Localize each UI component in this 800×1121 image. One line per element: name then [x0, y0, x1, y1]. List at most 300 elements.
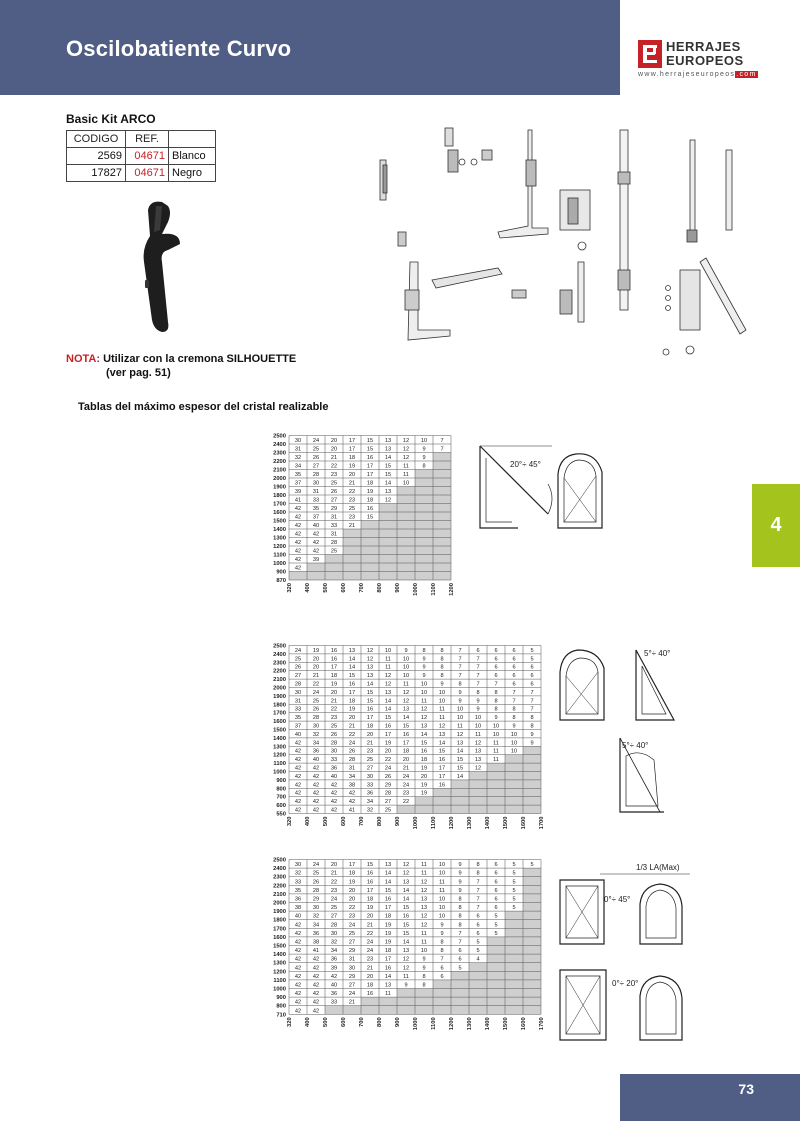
cell-value: 15 — [384, 887, 392, 894]
cell-value: 8 — [440, 656, 444, 663]
cell-value: 31 — [330, 531, 338, 538]
cell-value: 10 — [384, 647, 392, 654]
cell-value: 33 — [366, 782, 374, 789]
cell-value: 9 — [458, 879, 462, 886]
cell-value: 5 — [512, 862, 516, 869]
cell-value: 9 — [422, 965, 426, 972]
cell-value: 20 — [348, 887, 356, 894]
y-tick-label: 900 — [276, 995, 286, 1002]
cell-value: 5 — [494, 913, 498, 920]
cell-value: 6 — [494, 647, 498, 654]
cell-value: 13 — [366, 673, 374, 680]
y-tick-label: 2000 — [273, 685, 286, 692]
cell-value: 10 — [438, 905, 446, 912]
cell-value: 6 — [458, 948, 462, 955]
x-tick-label: 1200 — [449, 816, 455, 830]
y-tick-label: 1200 — [273, 752, 286, 759]
y-tick-label: 2400 — [273, 866, 286, 873]
cell-value: 12 — [474, 765, 482, 772]
cell-value: 24 — [294, 647, 302, 654]
cell-value: 10 — [492, 723, 500, 730]
cell-value: 14 — [348, 664, 356, 671]
cell-value: 24 — [312, 438, 320, 444]
cell-value: 11 — [403, 681, 409, 688]
cell-value: 6 — [494, 896, 498, 903]
cell-value: 15 — [402, 905, 410, 912]
cell-value: 8 — [530, 723, 534, 730]
cell-value: 13 — [384, 689, 392, 696]
cell-value: 25 — [312, 870, 320, 877]
y-tick-label: 2500 — [273, 643, 286, 650]
cell-value: 17 — [348, 438, 356, 444]
cell-value: 25 — [330, 480, 338, 487]
cell-value: 8 — [458, 905, 462, 912]
cell-value: 42 — [294, 540, 302, 546]
y-tick-label: 1700 — [273, 926, 286, 933]
cell-value: 12 — [456, 731, 464, 738]
cell-value: 17 — [384, 731, 392, 738]
cell-value: 28 — [384, 790, 392, 797]
cell-value: 20 — [330, 689, 338, 696]
cell-value: 6 — [494, 673, 498, 680]
cell-value: 13 — [474, 748, 482, 755]
cell-value: 12 — [384, 681, 392, 688]
cell-value: 28 — [312, 887, 320, 894]
cell-value: 42 — [294, 965, 302, 972]
kit-codigo: 17827 — [67, 165, 126, 182]
cell-value: 10 — [420, 438, 428, 444]
kit-header-codigo: CODIGO — [67, 131, 126, 148]
cell-value: 22 — [366, 930, 374, 937]
y-tick-label: 1600 — [273, 934, 286, 941]
cell-value: 30 — [330, 748, 338, 755]
window-handle-icon — [144, 202, 180, 332]
cell-value: 12 — [366, 656, 374, 663]
cell-value: 12 — [402, 455, 410, 461]
note-line1: Utilizar con la cremona SILHOUETTE — [103, 353, 297, 365]
y-tick-label: 2200 — [273, 883, 286, 890]
y-tick-label: 600 — [276, 803, 286, 810]
x-tick-label: 1600 — [521, 1017, 527, 1031]
cell-value: 42 — [294, 973, 302, 980]
cell-value: 15 — [384, 472, 392, 478]
angle-label-2a: 5°÷ 40° — [644, 649, 671, 658]
cell-value: 30 — [294, 438, 302, 444]
cell-value: 20 — [330, 862, 338, 869]
cell-value: 11 — [493, 740, 499, 747]
cell-value: 24 — [384, 765, 392, 772]
cell-value: 14 — [420, 731, 428, 738]
cell-value: 23 — [402, 790, 410, 797]
cell-value: 26 — [330, 731, 338, 738]
cell-value: 14 — [402, 715, 410, 722]
cell-value: 8 — [458, 922, 462, 929]
x-tick-label: 1600 — [521, 816, 527, 830]
cell-value: 12 — [438, 723, 446, 730]
cell-value: 10 — [438, 870, 446, 877]
cell-value: 18 — [348, 870, 356, 877]
cell-value: 10 — [402, 664, 410, 671]
cell-value: 11 — [421, 698, 427, 705]
cell-value: 30 — [366, 773, 374, 780]
cell-value: 42 — [294, 773, 302, 780]
x-tick-label: 400 — [305, 1017, 311, 1027]
cell-value: 26 — [294, 664, 302, 671]
cell-value: 42 — [294, 506, 302, 512]
cell-value: 28 — [294, 681, 302, 688]
cell-value: 10 — [474, 723, 482, 730]
cell-value: 25 — [348, 930, 356, 937]
cell-value: 19 — [384, 922, 392, 929]
cell-value: 7 — [476, 887, 480, 894]
cell-value: 23 — [348, 913, 356, 920]
cell-value: 7 — [458, 930, 462, 937]
y-tick-label: 700 — [276, 794, 286, 801]
cell-value: 7 — [476, 905, 480, 912]
y-tick-label: 1200 — [273, 544, 286, 550]
cell-value: 7 — [458, 656, 462, 663]
cell-value: 17 — [438, 765, 446, 772]
cell-value: 13 — [384, 862, 392, 869]
cell-value: 11 — [475, 731, 481, 738]
cell-value: 12 — [420, 879, 428, 886]
cell-value: 9 — [458, 870, 462, 877]
cell-value: 29 — [348, 948, 356, 955]
cell-value: 40 — [294, 731, 302, 738]
cell-value: 10 — [492, 731, 500, 738]
cell-value: 13 — [474, 757, 482, 764]
cell-value: 10 — [456, 715, 464, 722]
cell-value: 40 — [312, 757, 320, 764]
y-tick-label: 800 — [276, 786, 286, 793]
cell-value: 13 — [402, 706, 410, 713]
x-tick-label: 1000 — [413, 583, 419, 596]
cell-value: 24 — [366, 939, 374, 946]
x-tick-label: 1100 — [431, 816, 437, 830]
cell-value: 38 — [294, 905, 302, 912]
y-tick-label: 1800 — [273, 702, 286, 709]
cell-value: 17 — [438, 773, 446, 780]
cell-value: 25 — [330, 723, 338, 730]
cell-value: 37 — [294, 480, 302, 487]
cell-value: 8 — [512, 706, 516, 713]
kit-color: Negro — [169, 165, 216, 182]
y-tick-label: 710 — [276, 1012, 286, 1019]
y-tick-label: 550 — [276, 811, 286, 818]
cell-value: 6 — [458, 956, 462, 963]
cell-value: 7 — [458, 673, 462, 680]
cell-value: 9 — [458, 689, 462, 696]
note-label: NOTA: — [66, 353, 101, 365]
y-tick-label: 1300 — [273, 960, 286, 967]
cell-value: 34 — [312, 922, 320, 929]
cell-value: 17 — [402, 740, 410, 747]
cell-value: 5 — [476, 939, 480, 946]
cell-value: 16 — [402, 731, 410, 738]
x-tick-label: 800 — [377, 583, 383, 593]
cell-value: 22 — [402, 799, 410, 806]
cell-value: 13 — [366, 664, 374, 671]
cell-value: 7 — [530, 706, 534, 713]
cell-value: 14 — [384, 698, 392, 705]
y-tick-label: 1300 — [273, 535, 286, 542]
cell-value: 19 — [348, 879, 356, 886]
cell-value: 21 — [330, 698, 338, 705]
cell-value: 20 — [330, 438, 338, 444]
cell-value: 12 — [420, 913, 428, 920]
cell-value: 23 — [330, 887, 338, 894]
cell-value: 8 — [530, 715, 534, 722]
cell-value: 25 — [348, 506, 356, 512]
cell-value: 14 — [384, 879, 392, 886]
cell-value: 6 — [494, 905, 498, 912]
cell-value: 42 — [294, 740, 302, 747]
cell-value: 12 — [402, 689, 410, 696]
cell-value: 11 — [421, 870, 427, 877]
y-tick-label: 1200 — [273, 969, 286, 976]
cell-value: 16 — [366, 879, 374, 886]
cell-value: 20 — [348, 715, 356, 722]
cell-value: 12 — [402, 956, 410, 963]
cell-value: 16 — [384, 965, 392, 972]
cell-value: 41 — [294, 497, 302, 504]
cell-value: 18 — [366, 480, 374, 487]
y-tick-label: 1000 — [273, 986, 286, 993]
cell-value: 11 — [493, 757, 499, 764]
cell-value: 19 — [420, 790, 428, 797]
cell-value: 14 — [402, 887, 410, 894]
cell-value: 19 — [384, 939, 392, 946]
cell-value: 19 — [420, 765, 428, 772]
cell-value: 12 — [384, 673, 392, 680]
cell-value: 22 — [348, 731, 356, 738]
x-tick-label: 1000 — [413, 1017, 419, 1031]
cell-value: 33 — [294, 706, 302, 713]
cell-value: 34 — [348, 773, 356, 780]
cell-value: 10 — [456, 706, 464, 713]
cell-value: 21 — [366, 965, 374, 972]
cell-value: 35 — [294, 715, 302, 722]
cell-value: 8 — [476, 689, 480, 696]
cell-value: 14 — [348, 656, 356, 663]
cell-value: 23 — [330, 715, 338, 722]
cell-value: 10 — [438, 896, 446, 903]
cell-value: 42 — [294, 999, 302, 1006]
cell-value: 15 — [366, 698, 374, 705]
cell-value: 22 — [330, 879, 338, 886]
cell-value: 8 — [458, 896, 462, 903]
cell-value: 15 — [384, 463, 392, 470]
cell-value: 9 — [494, 715, 498, 722]
cell-value: 13 — [420, 896, 428, 903]
cell-value: 27 — [348, 982, 356, 989]
cell-value: 24 — [402, 773, 410, 780]
cell-value: 5 — [512, 870, 516, 877]
cell-value: 24 — [312, 862, 320, 869]
cell-value: 18 — [348, 455, 356, 461]
kit-header-ref: REF. — [126, 131, 169, 148]
logo-url-main: www.herrajeseuropeos — [638, 71, 736, 78]
cell-value: 8 — [440, 647, 444, 654]
cell-value: 16 — [366, 706, 374, 713]
cell-value: 10 — [510, 748, 518, 755]
cell-value: 5 — [530, 647, 534, 654]
cell-value: 42 — [294, 922, 302, 929]
cell-value: 6 — [476, 913, 480, 920]
cell-value: 29 — [348, 973, 356, 980]
cell-value: 31 — [348, 956, 356, 963]
cell-value: 42 — [294, 565, 302, 572]
cell-value: 14 — [384, 973, 392, 980]
cell-value: 27 — [348, 939, 356, 946]
cell-value: 15 — [366, 438, 374, 444]
cell-value: 32 — [312, 731, 320, 738]
cell-value: 5 — [494, 922, 498, 929]
cell-value: 11 — [403, 472, 409, 478]
cell-value: 10 — [420, 948, 428, 955]
y-tick-label: 2100 — [273, 891, 286, 898]
cell-value: 8 — [422, 647, 426, 654]
cell-value: 15 — [366, 862, 374, 869]
x-tick-label: 700 — [359, 583, 365, 593]
cell-value: 24 — [330, 896, 338, 903]
cell-value: 8 — [476, 862, 480, 869]
y-tick-label: 1500 — [273, 727, 286, 734]
cell-value: 7 — [494, 681, 498, 688]
cell-value: 10 — [438, 913, 446, 920]
cell-value: 9 — [458, 698, 462, 705]
cell-value: 17 — [348, 689, 356, 696]
cell-value: 7 — [512, 689, 516, 696]
cell-value: 37 — [294, 723, 302, 730]
cell-value: 13 — [348, 647, 356, 654]
x-tick-label: 400 — [305, 583, 311, 593]
y-tick-label: 1900 — [273, 693, 286, 700]
cell-value: 7 — [440, 446, 444, 453]
cell-value: 8 — [494, 689, 498, 696]
cell-value: 7 — [476, 664, 480, 671]
cell-value: 9 — [440, 930, 444, 937]
y-tick-label: 900 — [276, 569, 286, 576]
cell-value: 42 — [294, 548, 302, 555]
cell-value: 16 — [384, 723, 392, 730]
cell-value: 5 — [530, 862, 534, 869]
cell-value: 12 — [420, 715, 428, 722]
cell-value: 21 — [366, 740, 374, 747]
cell-value: 28 — [348, 757, 356, 764]
cell-value: 16 — [438, 782, 446, 789]
cell-value: 19 — [366, 905, 374, 912]
cell-value: 27 — [312, 463, 320, 470]
cell-value: 42 — [348, 790, 356, 797]
cell-value: 13 — [384, 982, 392, 989]
cell-value: 11 — [421, 930, 427, 937]
cell-value: 13 — [420, 905, 428, 912]
cell-value: 17 — [348, 446, 356, 453]
cell-value: 33 — [330, 523, 338, 529]
y-tick-label: 1900 — [273, 909, 286, 916]
cell-value: 12 — [402, 965, 410, 972]
kit-color: Blanco — [169, 148, 216, 165]
cell-value: 19 — [348, 706, 356, 713]
cell-value: 14 — [384, 455, 392, 461]
cell-value: 23 — [348, 497, 356, 504]
cell-value: 19 — [384, 740, 392, 747]
cell-value: 12 — [402, 438, 410, 444]
cell-value: 7 — [458, 939, 462, 946]
x-tick-label: 1700 — [539, 1017, 545, 1031]
cell-value: 42 — [294, 982, 302, 989]
cell-value: 31 — [348, 765, 356, 772]
cell-value: 16 — [420, 748, 428, 755]
x-tick-label: 900 — [395, 816, 401, 827]
cell-value: 15 — [456, 765, 464, 772]
cell-value: 14 — [402, 896, 410, 903]
cell-value: 30 — [312, 723, 320, 730]
y-tick-label: 1100 — [273, 977, 286, 984]
cell-value: 30 — [294, 689, 302, 696]
y-tick-label: 1500 — [273, 518, 286, 525]
cell-value: 42 — [294, 807, 302, 814]
cell-value: 22 — [312, 681, 320, 688]
x-tick-label: 1500 — [503, 1017, 509, 1031]
cell-value: 6 — [530, 664, 534, 671]
cell-value: 21 — [402, 765, 410, 772]
cell-value: 7 — [476, 673, 480, 680]
cell-value: 9 — [404, 647, 408, 654]
cell-value: 36 — [330, 956, 338, 963]
cell-value: 10 — [420, 689, 428, 696]
angle-label-2b: 5°÷ 40° — [622, 741, 649, 750]
cell-value: 6 — [530, 681, 534, 688]
cell-value: 42 — [294, 514, 302, 521]
cell-value: 42 — [294, 939, 302, 946]
cell-value: 5 — [512, 905, 516, 912]
cell-value: 20 — [312, 656, 320, 663]
cell-value: 7 — [440, 438, 444, 444]
angle-label-1: 20°÷ 45° — [510, 460, 541, 469]
y-tick-label: 2100 — [273, 467, 286, 474]
cell-value: 20 — [384, 748, 392, 755]
cell-value: 12 — [384, 497, 392, 504]
cell-value: 9 — [422, 664, 426, 671]
cell-value: 42 — [294, 523, 302, 529]
cell-value: 23 — [366, 748, 374, 755]
cell-value: 12 — [402, 870, 410, 877]
cell-value: 16 — [366, 455, 374, 461]
y-tick-label: 2400 — [273, 651, 286, 658]
cell-value: 42 — [294, 1008, 302, 1015]
window-diagram-20-45 — [480, 446, 602, 528]
cell-value: 16 — [366, 870, 374, 877]
cell-value: 12 — [420, 887, 428, 894]
cell-value: 6 — [530, 673, 534, 680]
kit-title: Basic Kit ARCO — [66, 112, 156, 126]
cell-value: 40 — [294, 913, 302, 920]
kit-codigo: 2569 — [67, 148, 126, 165]
cell-value: 42 — [330, 973, 338, 980]
cell-value: 30 — [348, 965, 356, 972]
x-tick-label: 900 — [395, 583, 401, 593]
page-number: 73 — [738, 1081, 754, 1097]
cell-value: 8 — [422, 982, 426, 989]
cell-value: 15 — [366, 514, 374, 521]
cell-value: 9 — [422, 673, 426, 680]
cell-value: 14 — [456, 748, 464, 755]
cell-value: 17 — [348, 862, 356, 869]
cell-value: 22 — [348, 489, 356, 495]
cell-value: 12 — [420, 922, 428, 929]
